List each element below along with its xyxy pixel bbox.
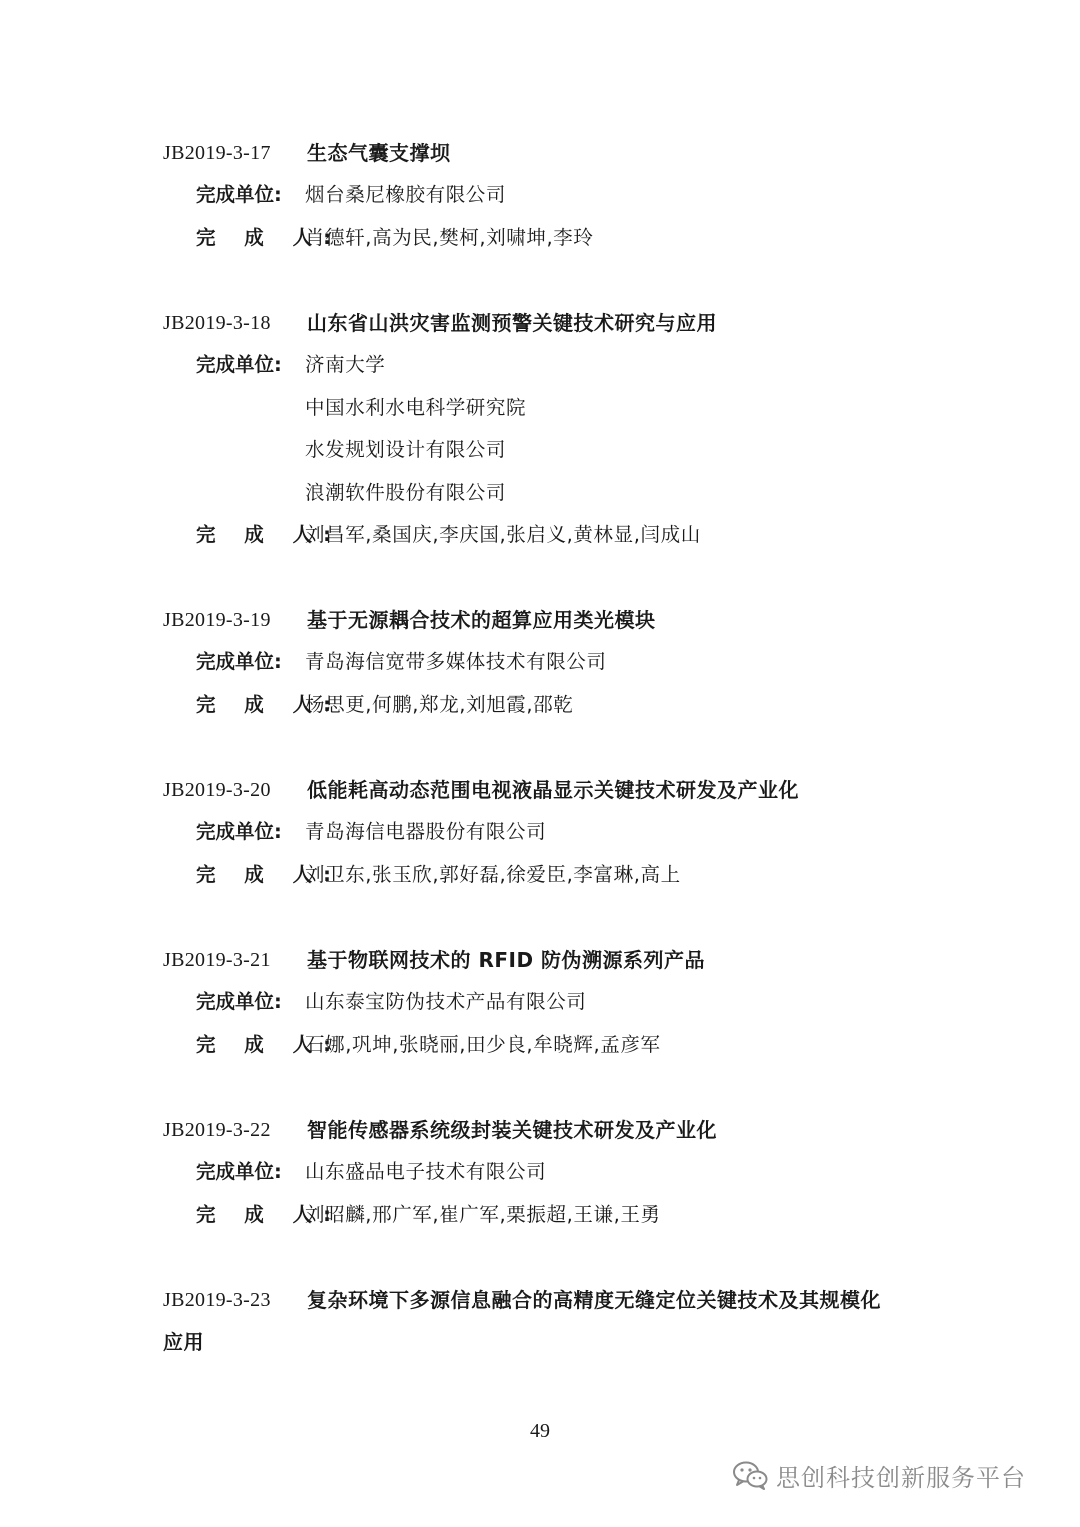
entry-jb2019-3-20: [0, 777, 1080, 904]
unit-value: 山东盛品电子技术有限公司: [305, 1160, 547, 1183]
unit-row: [0, 395, 1080, 438]
entry-header: [0, 1287, 1080, 1371]
entry-header: [0, 947, 1080, 989]
people-label: 完 成 人:: [196, 862, 342, 886]
entry-code: JB2019-3-17: [163, 142, 271, 164]
people-value: 刘卫东,张玉欣,郭好磊,徐爱臣,李富琳,高上: [305, 862, 681, 886]
entry-title: 智能传感器系统级封装关键技术研发及产业化: [307, 1118, 717, 1142]
unit-row: [0, 819, 1080, 862]
unit-row: [0, 352, 1080, 395]
people-label: 完 成 人:: [196, 1202, 342, 1226]
people-label: 完 成 人:: [196, 225, 342, 249]
unit-value: 济南大学: [305, 353, 386, 376]
unit-value: 中国水利水电科学研究院: [305, 395, 527, 419]
entry-header: [0, 310, 1080, 352]
unit-row: [0, 480, 1080, 523]
entry-jb2019-3-22: [0, 1117, 1080, 1244]
entry-jb2019-3-17: [0, 140, 1080, 267]
people-value: 刘昌军,桑国庆,李庆国,张启义,黄林显,闫成山: [305, 523, 701, 546]
entry-code: JB2019-3-23: [163, 1289, 271, 1311]
people-value: 刘昭麟,邢广军,崔广军,栗振超,王谦,王勇: [305, 1202, 661, 1226]
entry-header: [0, 777, 1080, 819]
unit-label: 完成单位:: [196, 1160, 282, 1183]
entry-header: [0, 607, 1080, 649]
entry-header: [0, 1117, 1080, 1159]
unit-label: 完成单位:: [196, 990, 282, 1013]
people-value: 肖德轩,高为民,樊柯,刘啸坤,李玲: [305, 225, 594, 249]
people-row: [0, 1032, 1080, 1075]
people-value: 石娜,巩坤,张晓丽,田少良,牟晓辉,孟彦军: [305, 1032, 661, 1056]
entry-title: 基于无源耦合技术的超算应用类光模块: [307, 608, 656, 632]
people-value: 杨思更,何鹏,郑龙,刘旭霞,邵乾: [305, 692, 574, 716]
entry-title: 生态气囊支撑坝: [307, 141, 451, 165]
entry-jb2019-3-19: [0, 607, 1080, 734]
entry-code: JB2019-3-21: [163, 949, 271, 971]
people-row: [0, 225, 1080, 268]
unit-value: 水发规划设计有限公司: [305, 438, 507, 461]
people-row: [0, 522, 1080, 565]
entry-jb2019-3-23: [0, 1287, 1080, 1371]
entry-jb2019-3-21: [0, 947, 1080, 1074]
people-label: 完 成 人:: [196, 692, 342, 716]
wechat-icon: [732, 1460, 768, 1490]
entry-code: JB2019-3-22: [163, 1119, 271, 1141]
entry-title: 低能耗高动态范围电视液晶显示关键技术研发及产业化: [307, 778, 799, 802]
unit-value: 青岛海信宽带多媒体技术有限公司: [305, 650, 607, 673]
people-label: 完 成 人:: [196, 523, 342, 546]
page-number: 49: [530, 1420, 550, 1442]
unit-row: [0, 182, 1080, 225]
unit-value: 青岛海信电器股份有限公司: [305, 820, 547, 843]
people-row: [0, 862, 1080, 905]
people-row: [0, 1202, 1080, 1245]
unit-row: [0, 989, 1080, 1032]
unit-value: 浪潮软件股份有限公司: [305, 480, 507, 504]
unit-label: 完成单位:: [196, 650, 282, 673]
entry-header: [0, 140, 1080, 182]
entry-jb2019-3-18: [0, 310, 1080, 565]
watermark: [732, 1458, 1026, 1492]
unit-label: 完成单位:: [196, 183, 282, 206]
watermark-text: 思创科技创新服务平台: [776, 1463, 1026, 1492]
entry-code: JB2019-3-18: [163, 312, 271, 334]
people-row: [0, 692, 1080, 735]
unit-label: 完成单位:: [196, 820, 282, 843]
unit-value: 烟台桑尼橡胶有限公司: [305, 183, 507, 206]
unit-row: [0, 1159, 1080, 1202]
entry-title: 复杂环境下多源信息融合的高精度无缝定位关键技术及其规模化: [307, 1288, 881, 1312]
unit-row: [0, 437, 1080, 480]
unit-value: 山东泰宝防伪技术产品有限公司: [305, 990, 587, 1013]
unit-label: 完成单位:: [196, 353, 282, 376]
entry-code: JB2019-3-20: [163, 779, 271, 801]
unit-row: [0, 649, 1080, 692]
entry-title-continuation: 应用: [163, 1330, 204, 1354]
people-label: 完 成 人:: [196, 1032, 342, 1056]
entry-code: JB2019-3-19: [163, 609, 271, 631]
entry-title: 山东省山洪灾害监测预警关键技术研究与应用: [307, 311, 717, 335]
entry-title: 基于物联网技术的 RFID 防伪溯源系列产品: [307, 948, 706, 972]
